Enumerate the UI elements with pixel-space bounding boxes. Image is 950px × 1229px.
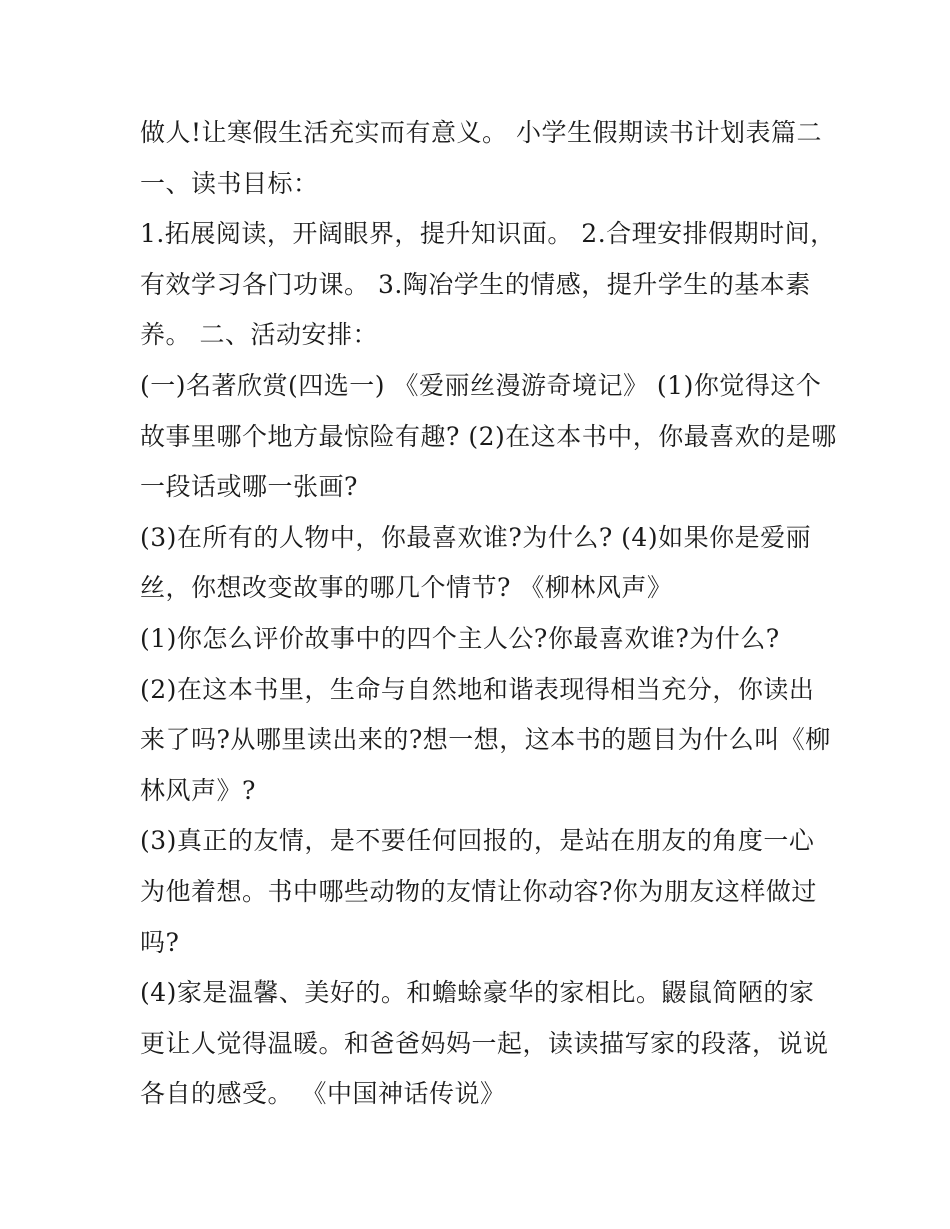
text-line: 1.拓展阅读，开阔眼界，提升知识面。 2.合理安排假期时间， bbox=[140, 219, 836, 249]
text-line: 吗? bbox=[140, 927, 180, 957]
text-line: (一)名著欣赏(四选一) 《爱丽丝漫游奇境记》 (1)你觉得这个 bbox=[140, 370, 822, 400]
text-line: (4)家是温馨、美好的。和蟾蜍豪华的家相比。鼹鼠简陋的家 bbox=[140, 978, 815, 1008]
text-line: 林风声》? bbox=[140, 775, 256, 805]
text-line: (1)你怎么评价故事中的四个主人公?你最喜欢谁?为什么? bbox=[140, 623, 780, 653]
text-line: 为他着想。书中哪些动物的友情让你动容?你为朋友这样做过 bbox=[140, 876, 817, 906]
text-line: 做人!让寒假生活充实而有意义。 小学生假期读书计划表篇二 bbox=[140, 118, 822, 147]
text-line: (2)在这本书里，生命与自然地和谐表现得相当充分，你读出 bbox=[140, 674, 815, 704]
text-line: 丝，你想改变故事的哪几个情节? 《柳林风声》 bbox=[140, 573, 673, 603]
body-text bbox=[140, 108, 837, 1120]
text-line: (3)在所有的人物中，你最喜欢谁?为什么? (4)如果你是爱丽 bbox=[140, 522, 812, 552]
text-line: 有效学习各门功课。 3.陶冶学生的情感，提升学生的基本素 bbox=[140, 269, 811, 299]
text-line: 养。 二、活动安排： bbox=[140, 320, 378, 350]
text-line: 故事里哪个地方最惊险有趣? (2)在这本书中，你最喜欢的是哪 bbox=[140, 421, 837, 451]
text-line: 一段话或哪一张画? bbox=[140, 472, 358, 502]
text-line: (3)真正的友情，是不要任何回报的，是站在朋友的角度一心 bbox=[140, 826, 815, 856]
text-line: 一、读书目标： bbox=[140, 168, 319, 198]
text-line: 更让人觉得温暖。和爸爸妈妈一起，读读描写家的段落，说说 bbox=[140, 1028, 829, 1058]
text-line: 各自的感受。 《中国神话传说》 bbox=[140, 1079, 506, 1109]
text-line: 来了吗?从哪里读出来的?想一想，这本书的题目为什么叫《柳 bbox=[140, 725, 831, 755]
